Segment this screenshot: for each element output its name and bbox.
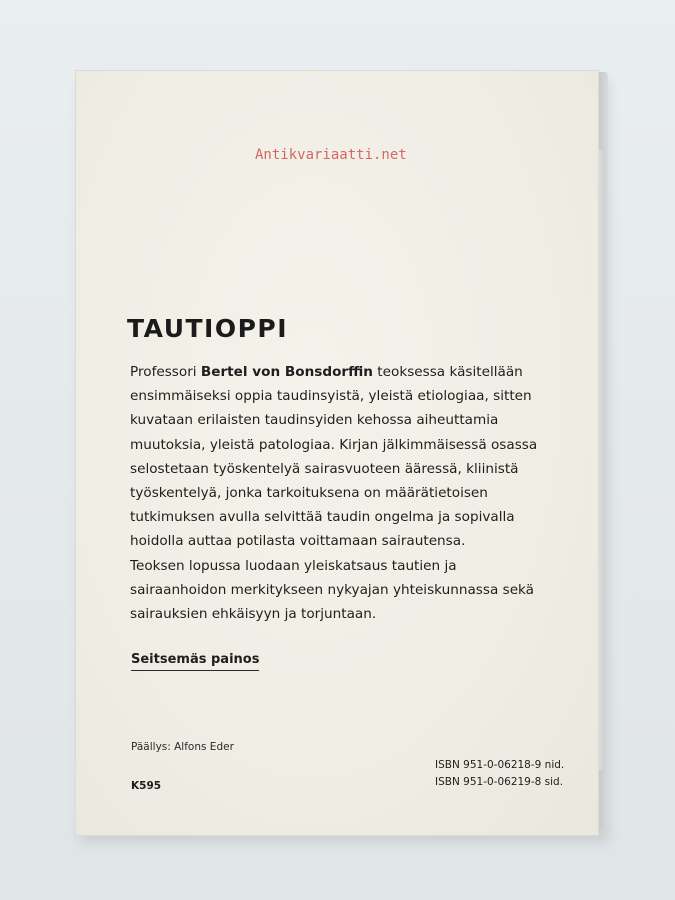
book-title: TAUTIOPPI (127, 314, 289, 343)
cover-designer-credit: Päällys: Alfons Eder (131, 741, 234, 753)
description-line: työskentelyä, jonka tarkoituksena on määrätietoisen (130, 485, 488, 502)
isbn-paperback: ISBN 951-0-06218-9 nid. (435, 759, 565, 771)
edition-label: Seitsemäs painos (131, 652, 259, 671)
book-back-cover (75, 70, 599, 836)
description-line: selostetaan työskentelyä sairasvuoteen ääressä, kliinistä (130, 460, 519, 477)
isbn-block (435, 757, 564, 791)
description-line: muutoksia, yleistä patologiaa. Kirjan jälkimmäisessä osassa (130, 436, 538, 453)
seller-watermark: Antikvariaatti.net (255, 147, 407, 163)
description-line: hoidolla auttaa potilasta voittamaan sairautensa. (130, 533, 466, 550)
description-line: tutkimuksen avulla selvittää taudin ongelma ja sopivalla (130, 509, 515, 526)
book-description (130, 360, 570, 626)
description-line: sairauksien ehkäisyyn ja torjuntaan. (130, 606, 377, 623)
author-name: Bertel von Bonsdorffin (200, 364, 373, 380)
description-line: kuvataan erilaisten taudinsyiden kehossa aiheuttamia (130, 412, 499, 429)
description-line: ensimmäiseksi oppia taudinsyistä, yleistä etiologiaa, sitten (130, 388, 532, 405)
isbn-hardback: ISBN 951-0-06219-8 sid. (435, 776, 564, 788)
description-line: Professori Bertel von Bonsdorffin teoksessa käsitellään (130, 364, 523, 380)
description-line: Teoksen lopussa luodaan yleiskatsaus tautien ja (130, 557, 457, 574)
catalog-code: K595 (131, 780, 162, 792)
description-line: sairaanhoidon merkitykseen nykyajan yhteiskunnassa sekä (130, 581, 535, 598)
